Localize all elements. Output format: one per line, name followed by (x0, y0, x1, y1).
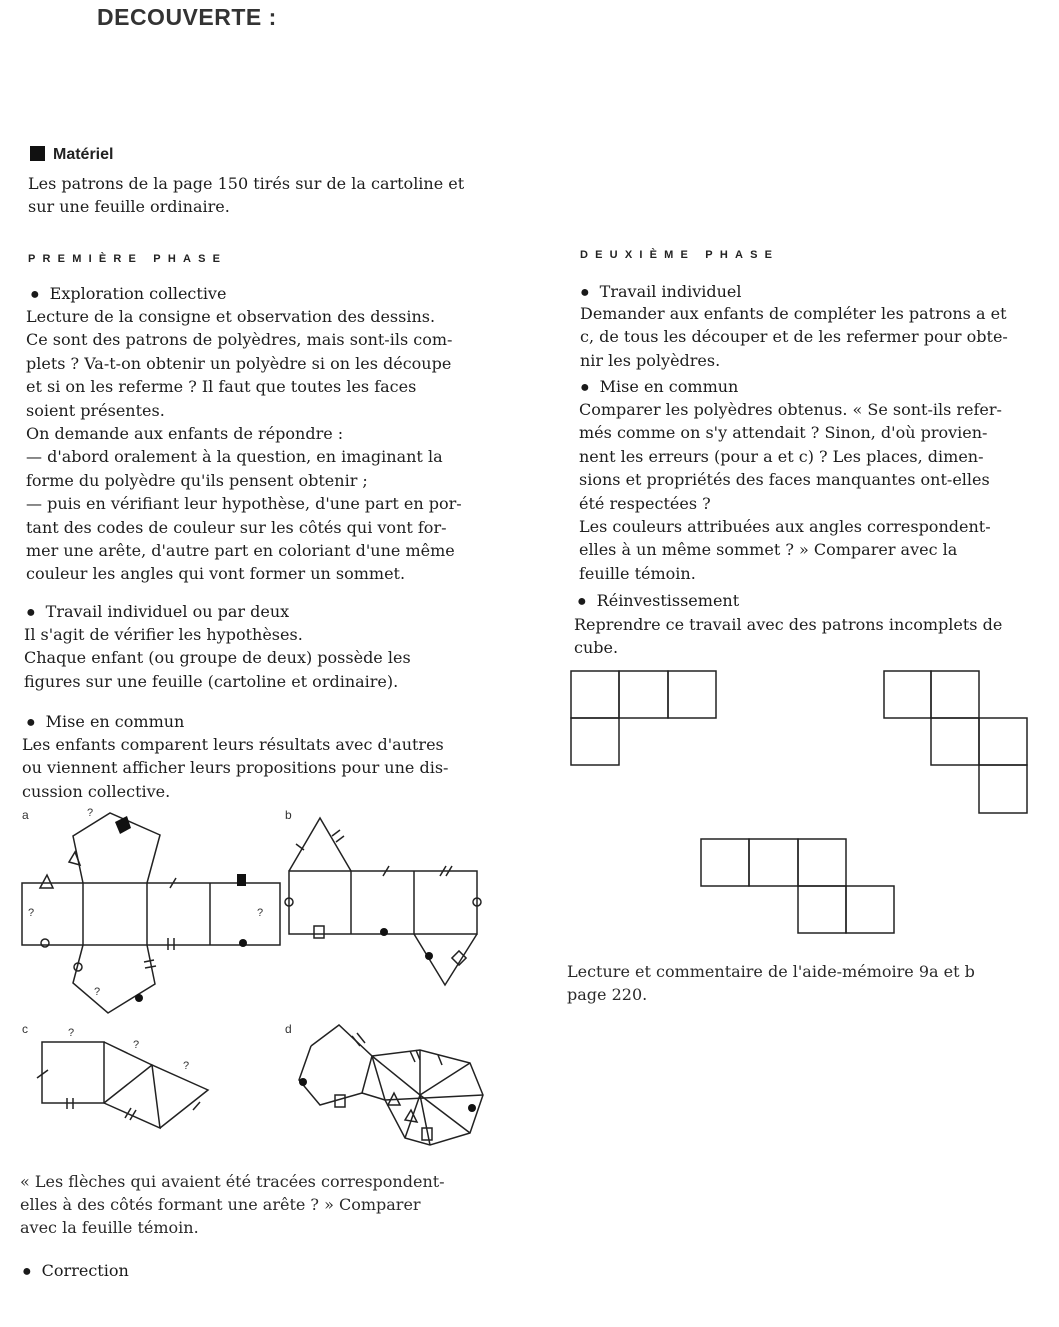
bullet-icon: ● (22, 1263, 32, 1280)
text-line: avec la feuille témoin. (20, 1218, 199, 1237)
mise2-title-text: Mise en commun (599, 377, 739, 396)
text-line: c, de tous les découper et de les refermer pour obte- (580, 327, 1008, 347)
figure-a-q3: ? (257, 907, 264, 919)
text-line: Il s'agit de vérifier les hypothèses. (24, 625, 303, 644)
bullet-icon: ● (580, 379, 590, 396)
text-line: soient présentes. (26, 400, 165, 420)
figure-c-label: c (22, 1022, 28, 1036)
text-line: Reprendre ce travail avec des patrons incomplets de (574, 615, 1003, 634)
text-line: Lecture et commentaire de l'aide-mémoire 9a et b (567, 962, 975, 981)
text-line: — d'abord oralement à la question, en imaginant la (26, 447, 443, 467)
page-heading: DECOUVERTE : (97, 4, 277, 30)
text-line: plets ? Va-t-on obtenir un polyèdre si on les découpe (26, 353, 452, 373)
text-line: Les couleurs attribuées aux angles correspondent- (579, 517, 991, 537)
text-line: figures sur une feuille (cartoline et ordinaire). (24, 671, 399, 691)
travail1-title-text: Travail individuel ou par deux (45, 602, 290, 621)
text-line: page 220. (567, 985, 648, 1004)
bullet-icon: ● (26, 714, 36, 731)
text-line: — puis en vérifiant leur hypothèse, d'une part en por- (26, 494, 462, 514)
text-line: On demande aux enfants de répondre : (26, 424, 344, 444)
phase1-title: PREMIÈRE PHASE (28, 253, 228, 265)
figure-c-q1: ? (68, 1027, 75, 1039)
text-line: més comme on s'y attendait ? Sinon, d'où provien- (579, 423, 988, 443)
bullet-icon: ● (26, 604, 36, 621)
text-line: sions et propriétés des faces manquantes ont-elles (579, 470, 990, 490)
figure-a-q4: ? (94, 986, 101, 998)
text-line: elles à un même sommet ? » Comparer avec la (579, 540, 958, 560)
figure-d-label: d (285, 1022, 292, 1036)
text-line: « Les flèches qui avaient été tracées correspondent- (20, 1172, 445, 1191)
figure-c-q2: ? (133, 1039, 140, 1051)
lecture-text (567, 960, 1047, 1006)
text-line: cussion collective. (22, 781, 171, 801)
text-line: nent les erreurs (pour a et c) ? Les places, dimen- (579, 446, 984, 466)
text-line: elles à des côtés formant une arête ? » Comparer (20, 1195, 421, 1214)
figure-a-q1: ? (87, 807, 94, 819)
text-line: Ce sont des patrons de polyèdres, mais sont-ils com- (26, 330, 453, 350)
text-line: couleur les angles qui vont former un sommet. (26, 564, 406, 584)
text-line: Lecture de la consigne et observation des dessins. (26, 307, 436, 326)
text-line: ou viennent afficher leurs propositions pour une dis- (22, 758, 449, 778)
text-line: forme du polyèdre qu'ils pensent obtenir ; (26, 470, 368, 490)
travail2-title-text: Travail individuel (599, 282, 742, 301)
materiel-title-text: Matériel (53, 146, 114, 163)
text-line: Chaque enfant (ou groupe de deux) possède les (24, 648, 411, 668)
text-line: Les enfants comparent leurs résultats avec d'autres (22, 735, 444, 754)
text-line: nir les polyèdres. (580, 350, 721, 370)
figure-b-label: b (285, 808, 292, 822)
text-line: cube. (574, 638, 619, 658)
bullet-icon: ● (30, 286, 40, 303)
bullet-icon: ● (580, 284, 590, 301)
text-line: Demander aux enfants de compléter les patrons a et (580, 304, 1007, 323)
text-line: sur une feuille ordinaire. (28, 197, 230, 217)
mise1-title-text: Mise en commun (45, 712, 185, 731)
text-line: mer une arête, d'autre part en coloriant d'une même (26, 541, 455, 561)
text-line: Les patrons de la page 150 tirés sur de la cartoline et (28, 174, 465, 193)
phase2-title: DEUXIÈME PHASE (580, 249, 780, 261)
text-line: feuille témoin. (579, 563, 696, 583)
text-line: Comparer les polyèdres obtenus. « Se sont-ils refer- (579, 400, 1002, 419)
figure-c-q3: ? (183, 1060, 190, 1072)
text-line: tant des codes de couleur sur les côtés qui vont for- (26, 517, 447, 537)
correction-text: Correction (41, 1261, 129, 1280)
text-line: et si on les referme ? Il faut que toutes les faces (26, 377, 417, 397)
figure-a-label: a (22, 808, 29, 822)
exploration-title-text: Exploration collective (49, 284, 227, 303)
text-line: été respectées ? (579, 493, 711, 513)
figure-a-q2: ? (28, 907, 35, 919)
bullet-icon: ● (577, 593, 587, 610)
reinvest-title-text: Réinvestissement (596, 591, 740, 610)
